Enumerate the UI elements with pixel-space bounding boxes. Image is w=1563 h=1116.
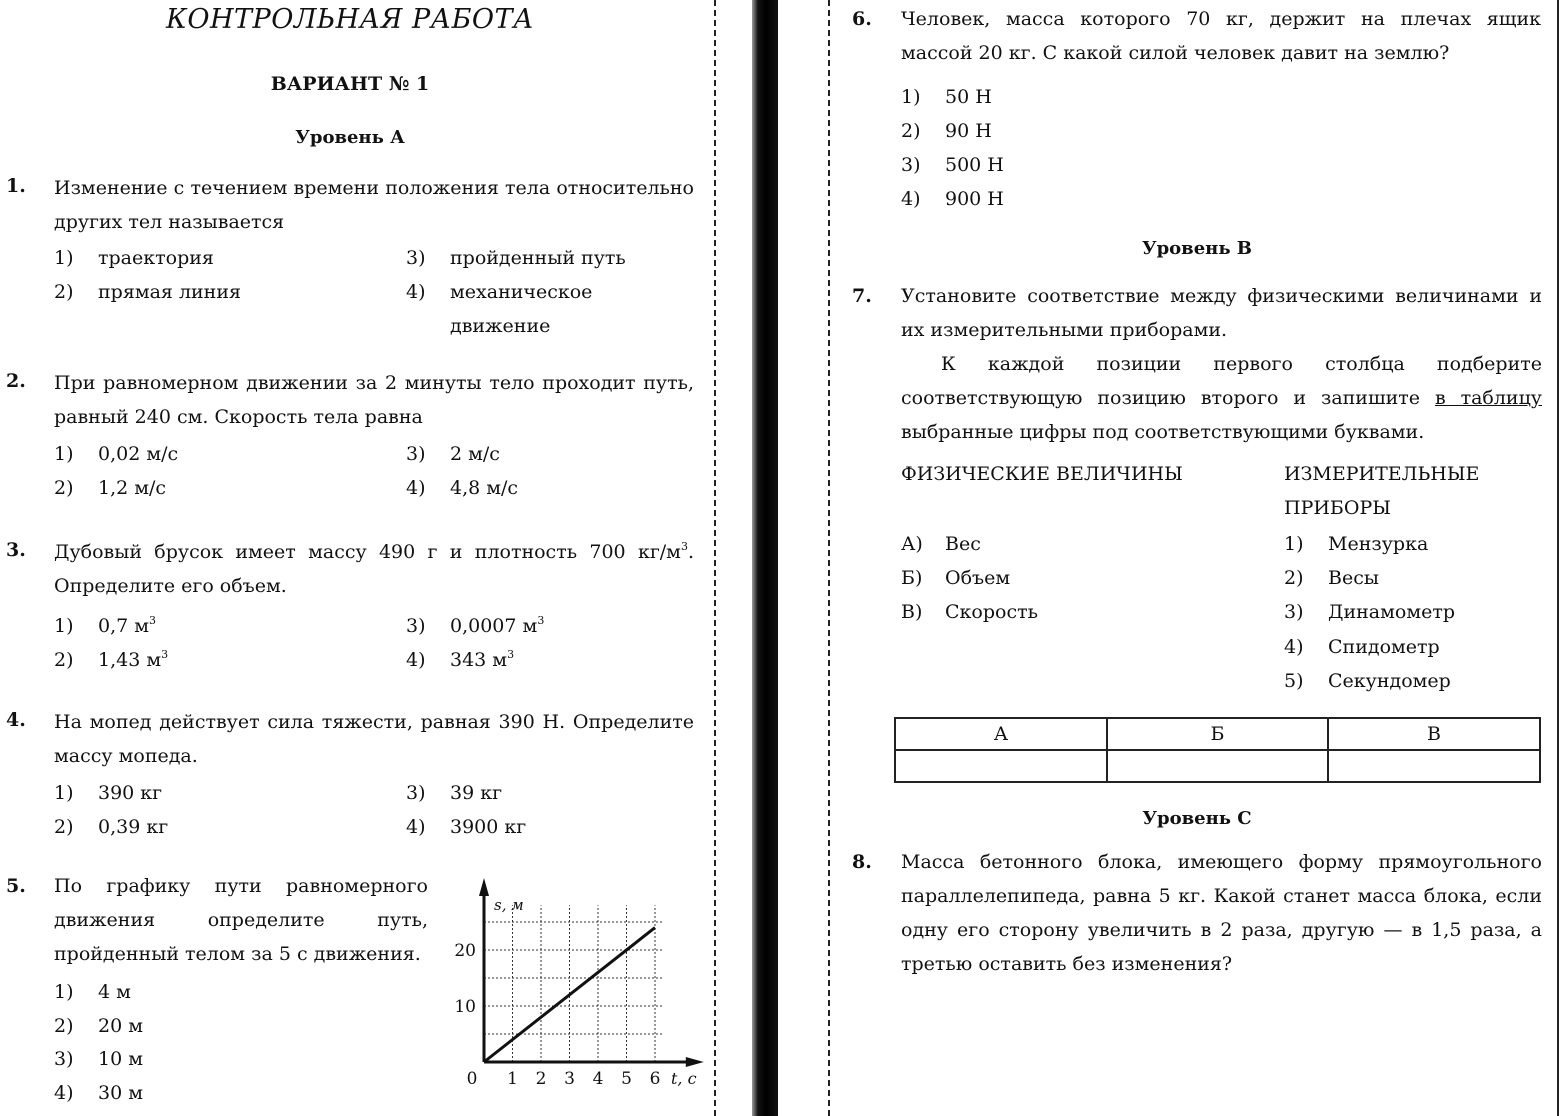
y-axis-arrow-icon bbox=[479, 878, 489, 896]
question-number: 5. bbox=[6, 875, 26, 897]
cut-line-left bbox=[714, 0, 716, 1116]
instruments-column-header: ИЗМЕРИТЕЛЬНЫЕ ПРИБОРЫ bbox=[1284, 463, 1480, 519]
x-tick-label: 6 bbox=[649, 1069, 661, 1089]
cut-line-right bbox=[828, 0, 830, 1116]
question-2 bbox=[6, 370, 696, 510]
book-spine bbox=[752, 0, 778, 1116]
answer-option[interactable]: 2) 0,39 кг bbox=[54, 816, 169, 838]
answer-option[interactable]: 3) 2 м/с bbox=[406, 443, 500, 465]
x-axis-arrow-icon bbox=[686, 1057, 704, 1067]
answer-option[interactable]: 4) 343 $м^3$ bbox=[406, 648, 515, 671]
question-text: Человек, масса которого 70 кг, держит на плечах ящик массой 20 кг. С какой силой человек давит на землю? bbox=[901, 8, 1541, 64]
x-axis-label: t, с bbox=[671, 1069, 697, 1088]
question-5 bbox=[6, 875, 436, 1115]
answer-option[interactable]: 1) 0,02 м/с bbox=[54, 443, 179, 465]
quantity-item: В) Скорость bbox=[901, 601, 1038, 623]
variant-heading: ВАРИАНТ № 1 bbox=[270, 73, 430, 95]
answer-option[interactable]: 2) 20 м bbox=[54, 1015, 143, 1037]
quantity-item: А) Вес bbox=[901, 533, 981, 555]
answer-option[interactable]: 3) пройденный путь bbox=[406, 247, 626, 269]
answer-option[interactable]: 3) 39 кг bbox=[406, 782, 503, 804]
answer-table-header-row bbox=[895, 718, 1540, 750]
question-number: 6. bbox=[852, 8, 872, 30]
question-number: 7. bbox=[852, 285, 872, 307]
answer-table-header: А bbox=[895, 718, 1107, 750]
instrument-item: 3) Динамометр bbox=[1284, 601, 1456, 623]
question-instructions: К каждой позиции первого столбца подберите соответствующую позицию второго и запишите в таблицу выбранные цифры под соответствующими буквами. bbox=[901, 353, 1542, 443]
question-text: На мопед действует сила тяжести, равная 390 Н. Определите массу мопеда. bbox=[54, 711, 694, 767]
instrument-item: 5) Секундомер bbox=[1284, 670, 1451, 692]
answer-table-input-row bbox=[895, 750, 1540, 782]
level-a-heading: Уровень А bbox=[295, 127, 405, 148]
question-8 bbox=[852, 851, 1552, 991]
graph-labels bbox=[454, 896, 696, 1089]
question-3 bbox=[6, 539, 696, 679]
question-text: Дубовый брусок имеет массу 490 г и плотность 700 $кг/м^3$. Определите его объем. bbox=[54, 540, 694, 597]
x-tick-label: 1 bbox=[507, 1069, 518, 1089]
answer-cell-v[interactable] bbox=[1328, 750, 1540, 782]
answer-option[interactable]: 4) 30 м bbox=[54, 1082, 143, 1104]
quantities-column-header: ФИЗИЧЕСКИЕ ВЕЛИЧИНЫ bbox=[901, 463, 1183, 485]
answer-option[interactable]: 1) 4 м bbox=[54, 981, 131, 1003]
answer-option[interactable]: 2) прямая линия bbox=[54, 281, 241, 303]
answer-option[interactable]: 2) 1,43 $м^3$ bbox=[54, 648, 169, 671]
answer-option[interactable]: 2) 90 Н bbox=[901, 120, 992, 142]
answer-cell-b[interactable] bbox=[1107, 750, 1328, 782]
quantity-item: Б) Объем bbox=[901, 567, 1011, 589]
question-number: 8. bbox=[852, 851, 872, 873]
question-1 bbox=[6, 175, 696, 345]
answer-option[interactable]: 4) 3900 кг bbox=[406, 816, 527, 838]
page-title: КОНТРОЛЬНАЯ РАБОТА bbox=[165, 4, 535, 35]
answer-table bbox=[894, 717, 1541, 783]
answer-option[interactable]: 1) 50 Н bbox=[901, 86, 992, 108]
question-text: Установите соответствие между физическими величинами и их измерительными приборами. bbox=[901, 285, 1542, 341]
x-tick-label: 3 bbox=[564, 1069, 575, 1089]
answer-table-header: В bbox=[1328, 718, 1540, 750]
answer-option[interactable]: 2) 1,2 м/с bbox=[54, 477, 167, 499]
level-b-heading: Уровень В bbox=[1141, 238, 1253, 259]
x-tick-label: 2 bbox=[535, 1069, 547, 1089]
answer-option[interactable]: 3) 500 Н bbox=[901, 154, 1004, 176]
distance-time-graph bbox=[438, 876, 708, 1096]
answer-option[interactable]: 4) 900 Н bbox=[901, 188, 1004, 210]
x-tick-label: 4 bbox=[592, 1069, 604, 1089]
answer-option[interactable]: 1) траектория bbox=[54, 247, 214, 269]
y-tick-label: 10 bbox=[454, 997, 476, 1017]
answer-option[interactable]: 1) 0,7 $м^3$ bbox=[54, 614, 157, 637]
question-number: 2. bbox=[6, 370, 26, 392]
y-tick-label: 20 bbox=[454, 941, 476, 961]
question-text: Изменение с течением времени положения тела относительно других тел называется bbox=[54, 177, 694, 233]
answer-option[interactable]: 4) 4,8 м/с bbox=[406, 477, 519, 499]
instrument-item: 2) Весы bbox=[1284, 567, 1379, 589]
x-tick-label: 0 bbox=[466, 1069, 478, 1089]
answer-table-header: Б bbox=[1107, 718, 1328, 750]
question-text: Масса бетонного блока, имеющего форму прямоугольного параллелепипеда, равна 5 кг. Какой станет масса блока, если одну его сторону увеличить в 2 раза, другую — в 1,5 раза, а третью оставить без изменения? bbox=[901, 851, 1542, 975]
y-axis-label: s, м bbox=[494, 896, 524, 914]
answer-option[interactable]: 3) 0,0007 $м^3$ bbox=[406, 614, 545, 637]
right-page bbox=[836, 0, 1563, 1116]
x-tick-label: 5 bbox=[621, 1069, 632, 1089]
instrument-item: 1) Мензурка bbox=[1284, 533, 1429, 555]
question-text: По графику пути равномерного движения определите путь, пройденный телом за 5 с движения. bbox=[54, 875, 428, 965]
question-number: 4. bbox=[6, 709, 26, 731]
answer-option[interactable]: 3) 10 м bbox=[54, 1048, 143, 1070]
answer-option[interactable]: 4) механическое движение bbox=[406, 281, 593, 337]
question-number: 1. bbox=[6, 175, 26, 197]
question-4 bbox=[6, 709, 696, 849]
instrument-item: 4) Спидометр bbox=[1284, 636, 1440, 658]
question-text: При равномерном движении за 2 минуты тело проходит путь, равный 240 см. Скорость тела равна bbox=[54, 372, 694, 428]
level-c-heading: Уровень С bbox=[1142, 808, 1252, 829]
answer-cell-a[interactable] bbox=[895, 750, 1107, 782]
question-7 bbox=[852, 285, 1552, 705]
graph-grid bbox=[484, 905, 663, 1062]
question-number: 3. bbox=[6, 539, 26, 561]
question-6 bbox=[852, 8, 1542, 218]
answer-option[interactable]: 1) 390 кг bbox=[54, 782, 163, 804]
